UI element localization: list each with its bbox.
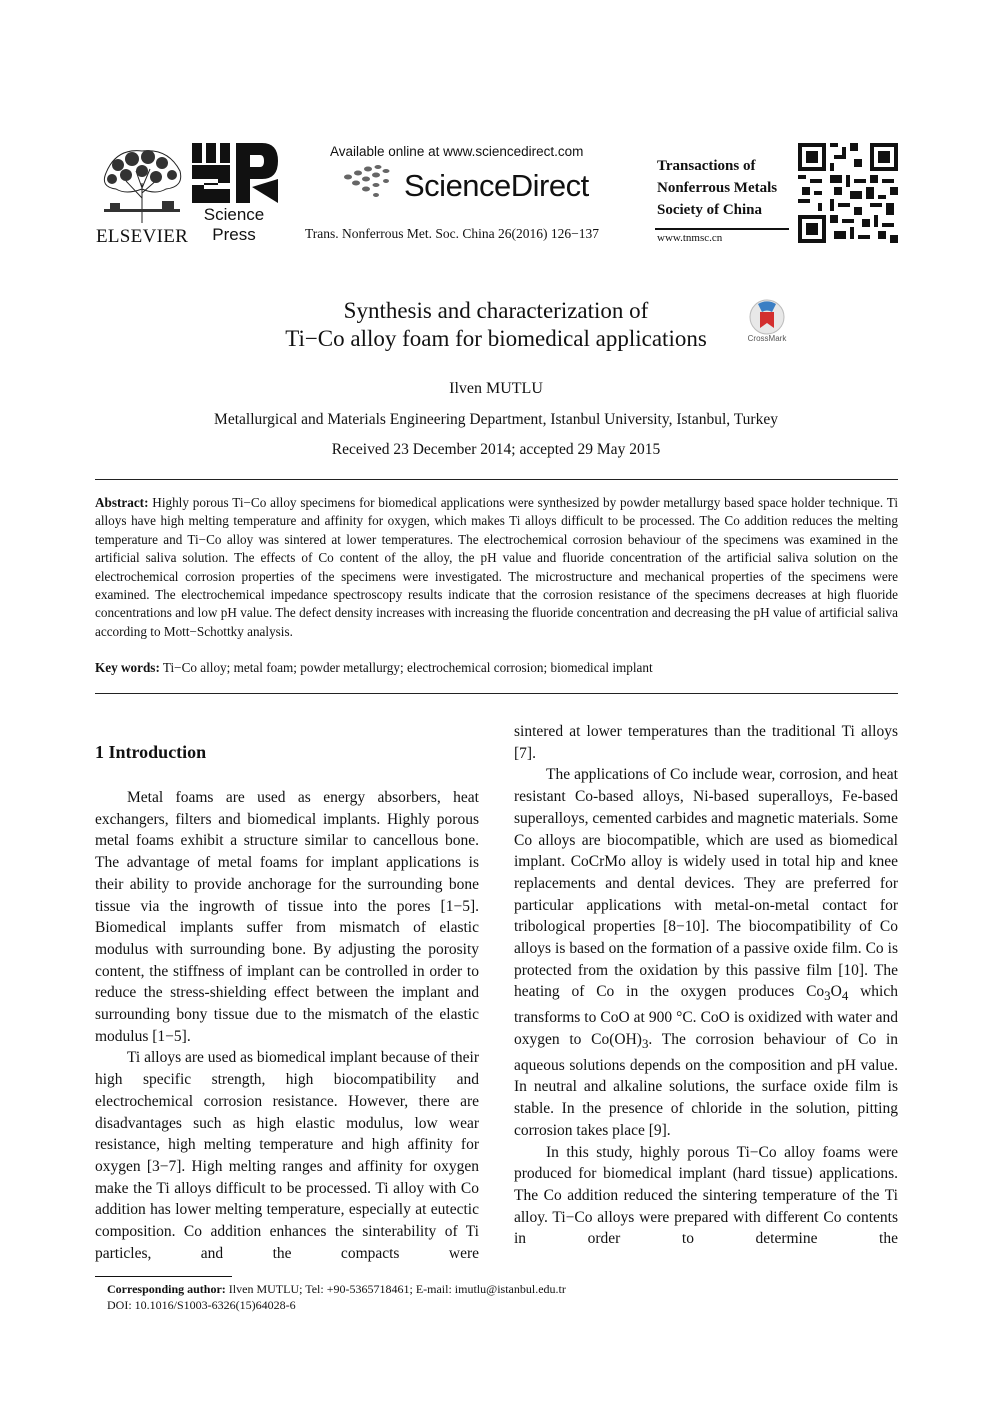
corresponding-author: [107, 1281, 566, 1297]
paragraph-text: which transforms to CoO at 900 °C. CoO is oxidized with water and oxygen to: [514, 983, 898, 1048]
journal-url: www.tnmsc.cn: [657, 232, 723, 244]
article-title-line1: Synthesis and characterization of: [343, 298, 649, 323]
journal-title-line: Nonferrous Metals: [657, 180, 778, 196]
formula-subscript: 3: [641, 1036, 649, 1052]
article-title: [0, 297, 992, 353]
footnote-rule: [95, 1276, 232, 1277]
divider-top: [95, 479, 898, 480]
body-paragraph: In this study, highly porous Ti−Co alloy foams were produced for biomedical implant (hard tissue) applications. The Co addition reduced the sintering temperature of the Ti alloy. Ti−Co alloys were prepared with different Co contents in order to determine the: [514, 1143, 898, 1248]
formula-part: O: [830, 983, 842, 1001]
keywords-text: Ti−Co alloy; metal foam; powder metallurgy; electrochemical corrosion; biomedical implant: [162, 660, 653, 675]
journal-header: [0, 0, 992, 260]
author-name: Ilven MUTLU: [449, 380, 543, 397]
formula-subscript: 3: [824, 988, 831, 1004]
elsevier-wordmark: ELSEVIER: [96, 226, 189, 247]
journal-citation: Trans. Nonferrous Met. Soc. China 26(2016) 126−137: [305, 226, 599, 241]
chem-formula: [591, 1030, 649, 1052]
formula-subscript: 4: [841, 988, 849, 1004]
formula-part: Co(OH): [591, 1030, 642, 1048]
journal-title-line: Transactions of: [657, 158, 756, 174]
body-paragraph: [514, 764, 898, 1141]
corresponding-details: Ilven MUTLU; Tel: +90-5365718461; E-mail: imutlu@istanbul.edu.tr: [228, 1282, 566, 1296]
formula-part: Co: [806, 983, 825, 1001]
section-heading: 1 Introduction: [95, 742, 207, 762]
science-press-logo: [192, 143, 278, 203]
science-press-line2: Press: [212, 225, 256, 244]
paragraph-text: . The corrosion behaviour of Co in aqueous solutions depends on the composition and pH value. In neutral and alkaline solutions, the surface oxide film is stable. In the presence of chloride in the solution, pitting corrosion takes place [9].: [514, 1030, 898, 1139]
footnote: [107, 1281, 566, 1313]
corresponding-label: Corresponding author:: [107, 1282, 226, 1296]
right-column: [514, 721, 898, 1250]
journal-title: [657, 155, 777, 221]
author-affiliation: Metallurgical and Materials Engineering Department, Istanbul University, Istanbul, Turkey: [214, 411, 778, 428]
keywords-label: Key words:: [95, 660, 160, 675]
paragraph-text: The applications of Co include wear, corrosion, and heat resistant Co-based alloys, Ni-based superalloys, Fe-based superalloys, cemented carbides and magnetic materials. Some Co alloys are biocompatible, which are used as biomedical implant. CoCrMo alloy is widely used in total hip and knee replacements and dental devices. They are preferred for particular applications with metal-on-metal contact for tribological properties [8−10]. The biocompatibility of Co alloys is based on the formation of a passive oxide film. Co is protected from the oxidation by this passive film [10]. The heating of Co in the oxygen produces: [514, 766, 898, 1001]
doi: DOI: 10.1016/S1003-6326(15)64028-6: [107, 1298, 296, 1312]
abstract-label: Abstract:: [95, 495, 149, 510]
abstract-text: Highly porous Ti−Co alloy specimens for biomedical applications were synthesized by powder metallurgy based space holder technique. Ti alloys have high melting temperature and affinity for oxygen, which makes Ti alloys difficult to be processed. The Co addition reduces the melting temperature and Ti−Co alloy was sintered at lower temperatures. The electrochemical corrosion behaviour of the specimens was examined in the artificial saliva solution. The effects of Co content of the alloy, the pH value and fluoride concentration of the artificial saliva solution on the electrochemical corrosion properties of the specimens were investigated. The microstructure and mechanical properties of the specimens were examined. The electrochemical impedance spectroscopy results indicate that the corrosion resistance of the specimens decreases at high fluoride concentrations and low pH value. The defect density increases with increasing the fluoride concentration and decreasing the pH value of artificial saliva according to Mott−Schottky analysis.: [95, 495, 898, 639]
article-title-line2: Ti−Co alloy foam for biomedical applications: [285, 326, 707, 351]
chem-formula: [806, 983, 849, 1004]
science-press-line1: Science: [203, 205, 265, 224]
keywords: [95, 660, 898, 676]
journal-title-rule: [655, 228, 789, 230]
body-paragraph: Ti alloys are used as biomedical implant because of their high specific strength, high biocompatibility and electrochemical corrosion resistance. However, there are disadvantages such as high elastic modulus, low wear resistance, high melting temperature and high affinity for oxygen [3−7]. High melting ranges and affinity for oxygen make the Ti alloys difficult to be processed. Ti alloy with Co addition has lower melting temperature, especially at eutectic composition. Co addition enhances the sinterability of Ti particles, and the compacts were: [95, 1049, 479, 1262]
available-online-text: Available online at www.sciencedirect.com: [330, 144, 584, 159]
sciencedirect-wordmark: ScienceDirect: [404, 168, 589, 203]
abstract: [95, 494, 898, 641]
left-column: [95, 787, 479, 1264]
body-paragraph: Metal foams are used as energy absorbers, heat exchangers, filters and biomedical implants. Highly porous metal foams exhibit a structure similar to cancellous bone. The advantage of metal foams for implant applications is their ability to provide anchorage for the surrounding bone tissue via the ingrowth of tissue into the pores [1−5]. Biomedical implants suffer from mismatch of elastic modulus with surrounding bone. By adjusting the porosity content, the stiffness of implant can be controlled in order to reduce the stress-shielding effect between the implant and surrounding bony tissue due to the mismatch of the elastic modulus [1−5].: [95, 789, 479, 1045]
sciencedirect-dots-logo: [342, 163, 398, 199]
journal-title-line: Society of China: [657, 202, 762, 218]
body-paragraph-continued: sintered at lower temperatures than the traditional Ti alloys [7].: [514, 723, 898, 762]
crossmark-label: CrossMark: [747, 334, 787, 343]
science-press-name: [196, 205, 272, 245]
elsevier-tree-logo: [96, 143, 188, 225]
received-accepted-dates: Received 23 December 2014; accepted 29 May 2015: [331, 441, 661, 458]
qr-code: [798, 143, 898, 243]
divider-bottom: [95, 693, 898, 694]
